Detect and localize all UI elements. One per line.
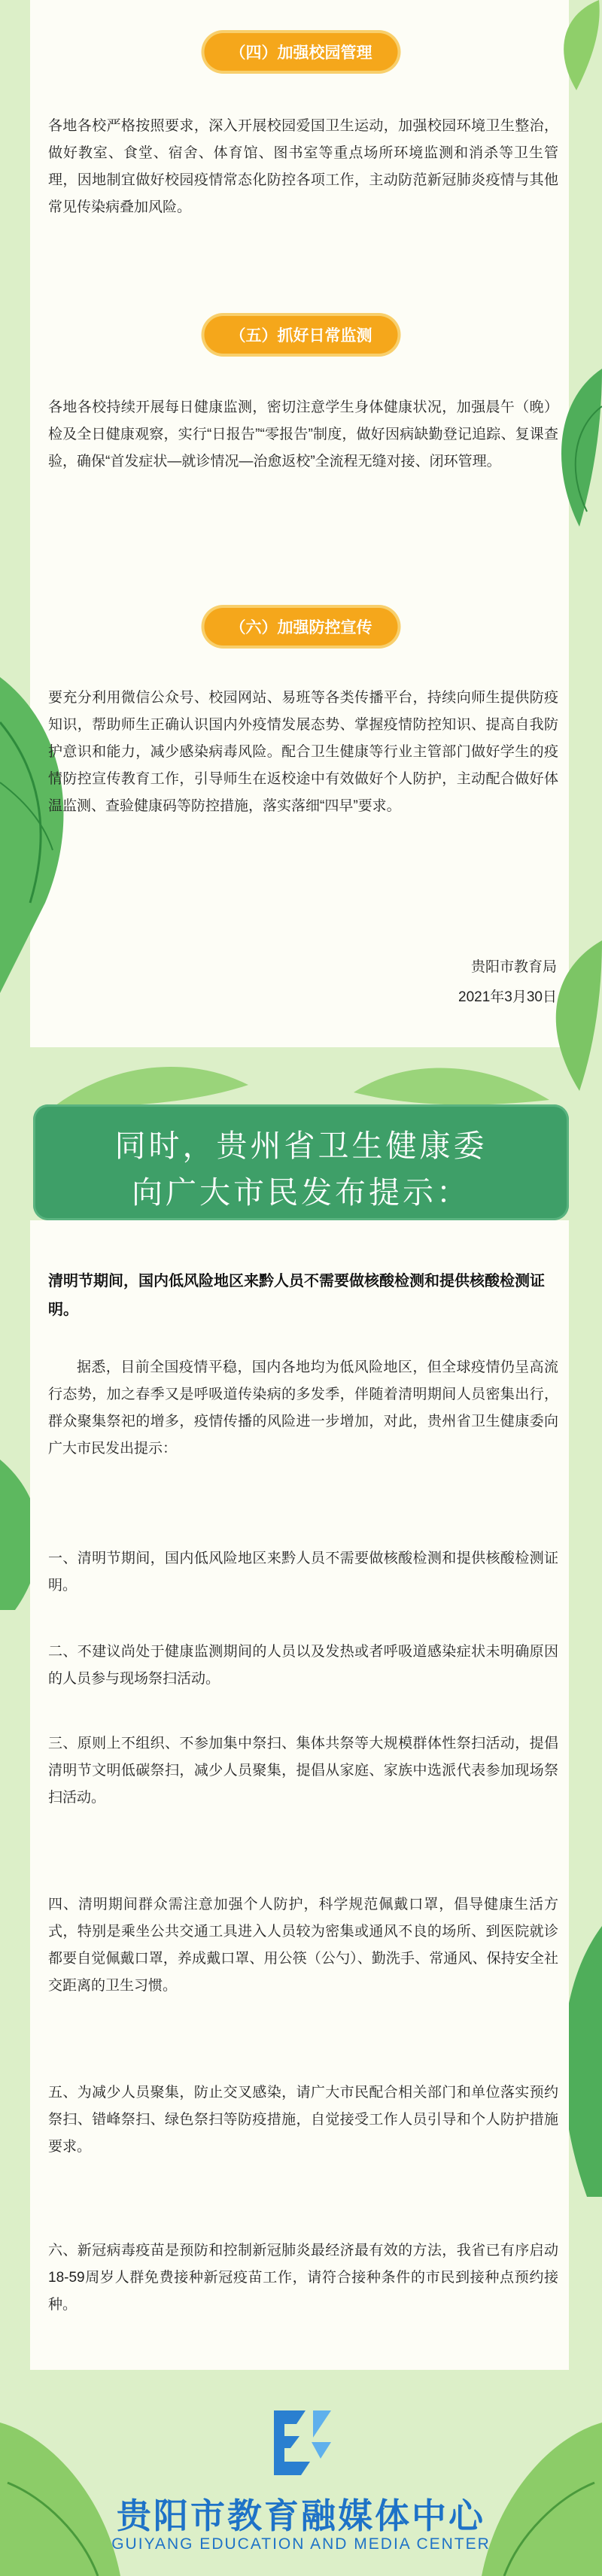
notice-item-5: 五、为减少人员聚集，防止交叉感染，请广大市民配合相关部门和单位落实预约祭扫、错峰祭扫、绿色祭扫等防疫措施，自觉接受工作人员引导和个人防护措施要求。 (48, 2085, 558, 2155)
media-center-logo-icon (268, 2404, 336, 2480)
banner-line-2: 向广大市民发布提示： (132, 1175, 470, 1210)
health-commission-banner (33, 1104, 569, 1220)
notice-intro: 据悉，目前全国疫情平稳，国内各地均为低风险地区，但全球疫情仍呈高流行态势，加之春季又是呼吸道传染病的多发季，伴随着清明期间人员密集出行，群众聚集祭祀的增多，疫情传播的风险进一步增加，对此，贵州省卫生健康委向广大市民发出提示： (48, 1359, 558, 1457)
media-center-logo-subtitle: GUIYANG EDUCATION AND MEDIA CENTER (111, 2535, 491, 2553)
notice-item-2: 二、不建议尚处于健康监测期间的人员以及发热或者呼吸道感染症状未明确原因的人员参与现场祭扫活动。 (48, 1644, 558, 1687)
media-center-logo-title: 贵阳市教育融媒体中心 (117, 2497, 485, 2535)
section-title-daily-monitoring: （五）抓好日常监测 (205, 316, 398, 354)
signature-org: 贵阳市教育局 (470, 959, 557, 975)
notice-item-6: 六、新冠病毒疫苗是预防和控制新冠肺炎最经济最有效的方法，我省已有序启动18-59周岁人群免费接种新冠疫苗工作，请符合接种条件的市民到接种点预约接种。 (48, 2243, 558, 2313)
section-body-daily-monitoring: 各地各校持续开展每日健康监测，密切注意学生身体健康状况，加强晨午（晚）检及全日健康观察，实行“日报告”“零报告”制度，做好因病缺勤登记追踪、复课查验，确保“首发症状—就诊情况—治愈返校”全流程无缝对接、闭环管理。 (48, 399, 558, 469)
notice-item-1: 一、清明节期间，国内低风险地区来黔人员不需要做核酸检测和提供核酸检测证明。 (48, 1551, 558, 1593)
section-body-publicity: 要充分利用微信公众号、校园网站、易班等各类传播平台，持续向师生提供防疫知识，帮助师生正确认识国内外疫情发展态势、掌握疫情防控知识、提高自我防护意识和能力，减少感染病毒风险。配合卫生健康等行业主管部门做好学生的疫情防控宣传教育工作，引导师生在返校途中有效做好个人防护，主动配合做好体温监测、查验健康码等防控措施，落实落细“四早”要求。 (48, 690, 558, 814)
notice-item-3: 三、原则上不组织、不参加集中祭扫、集体共祭等大规模群体性祭扫活动，提倡清明节文明低碳祭扫，减少人员聚集，提倡从家庭、家族中选派代表参加现场祭扫活动。 (48, 1736, 558, 1806)
leaf-decoration-right-top (546, 0, 602, 90)
signature-date: 2021年3月30日 (458, 989, 557, 1005)
notice-item-4: 四、清明期间群众需注意加强个人防护，科学规范佩戴口罩，倡导健康生活方式，特别是乘坐公共交通工具进入人员较为密集或通风不良的场所、到医院就诊都要自觉佩戴口罩，养成戴口罩、用公筷（公勺）、勤洗手、常通风、保持安全社交距离的卫生习惯。 (48, 1897, 558, 1994)
banner-line-1: 同时，贵州省卫生健康委 (114, 1129, 488, 1163)
section-title-publicity: （六）加强防控宣传 (205, 608, 398, 646)
section-body-campus-management: 各地各校严格按照要求，深入开展校园爱国卫生运动，加强校园环境卫生整治，做好教室、食堂、宿舍、体育馆、图书室等重点场所环境监测和消杀等卫生管理，因地制宜做好校园疫情常态化防控各项工作，主动防范新冠肺炎疫情与其他常见传染病叠加风险。 (48, 118, 558, 215)
section-title-campus-management: （四）加强校园管理 (205, 33, 398, 71)
notice-lead: 清明节期间，国内低风险地区来黔人员不需要做核酸检测和提供核酸检测证明。 (48, 1273, 545, 1318)
